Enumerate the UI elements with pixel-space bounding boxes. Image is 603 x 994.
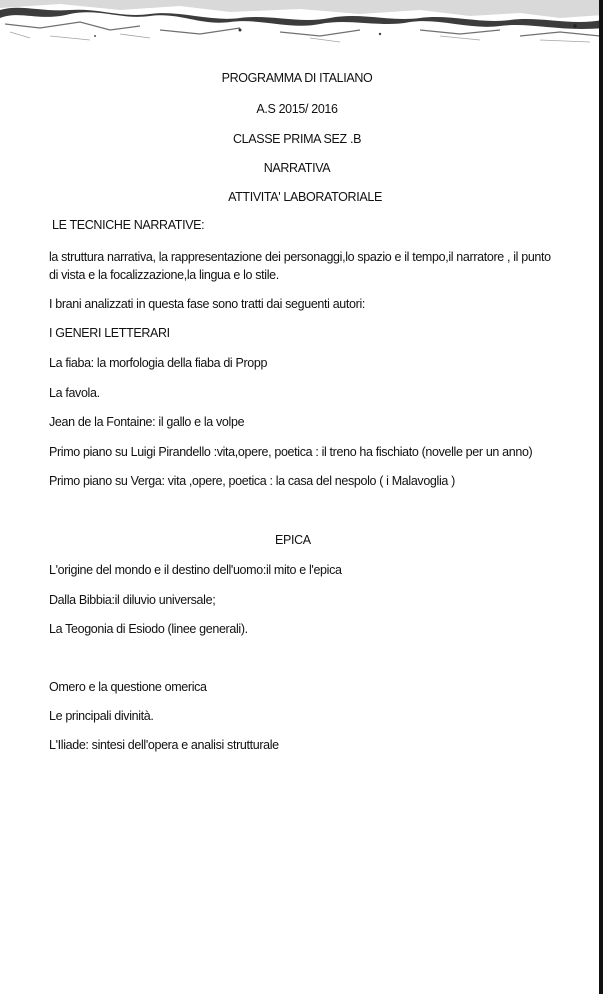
scan-edge-noise (0, 0, 603, 46)
list-item: Dalla Bibbia:il diluvio universale; (49, 593, 216, 607)
section-heading-narrativa: NARRATIVA (263, 161, 331, 175)
list-item: L'origine del mondo e il destino dell'uomo:il mito e l'epica (49, 563, 342, 577)
list-item: Omero e la questione omerica (49, 680, 207, 694)
paragraph-authors-intro: I brani analizzati in questa fase sono tratti dai seguenti autori: (49, 297, 365, 311)
heading-generi-letterari: I GENERI LETTERARI (49, 326, 170, 340)
paragraph-tecniche-description: la struttura narrativa, la rappresentazione dei personaggi,lo spazio e il tempo,il narratore , il punto di vista e la focalizzazione,la lingua e lo stile. (49, 250, 551, 282)
list-item: Le principali divinità. (49, 709, 154, 723)
list-item: La fiaba: la morfologia della fiaba di Propp (49, 356, 268, 370)
list-item: L'Iliade: sintesi dell'opera e analisi strutturale (49, 738, 279, 752)
heading-tecniche-narrative: LE TECNICHE NARRATIVE: (52, 218, 205, 232)
class-section: CLASSE PRIMA SEZ .B (232, 132, 362, 146)
list-item: La Teogonia di Esiodo (linee generali). (49, 622, 248, 636)
list-item: Primo piano su Verga: vita ,opere, poetica : la casa del nespolo ( i Malavoglia ) (49, 474, 455, 488)
list-item: Jean de la Fontaine: il gallo e la volpe (49, 415, 245, 429)
subsection-heading-laboratoriale: ATTIVITA' LABORATORIALE (228, 190, 382, 204)
scan-right-border (599, 0, 603, 994)
list-item: La favola. (49, 386, 100, 400)
document-title: PROGRAMMA DI ITALIANO (221, 71, 373, 85)
list-item: Primo piano su Luigi Pirandello :vita,opere, poetica : il treno ha fischiato (novelle per un anno) (49, 445, 533, 459)
section-heading-epica: EPICA (275, 533, 311, 547)
school-year: A.S 2015/ 2016 (256, 102, 338, 116)
